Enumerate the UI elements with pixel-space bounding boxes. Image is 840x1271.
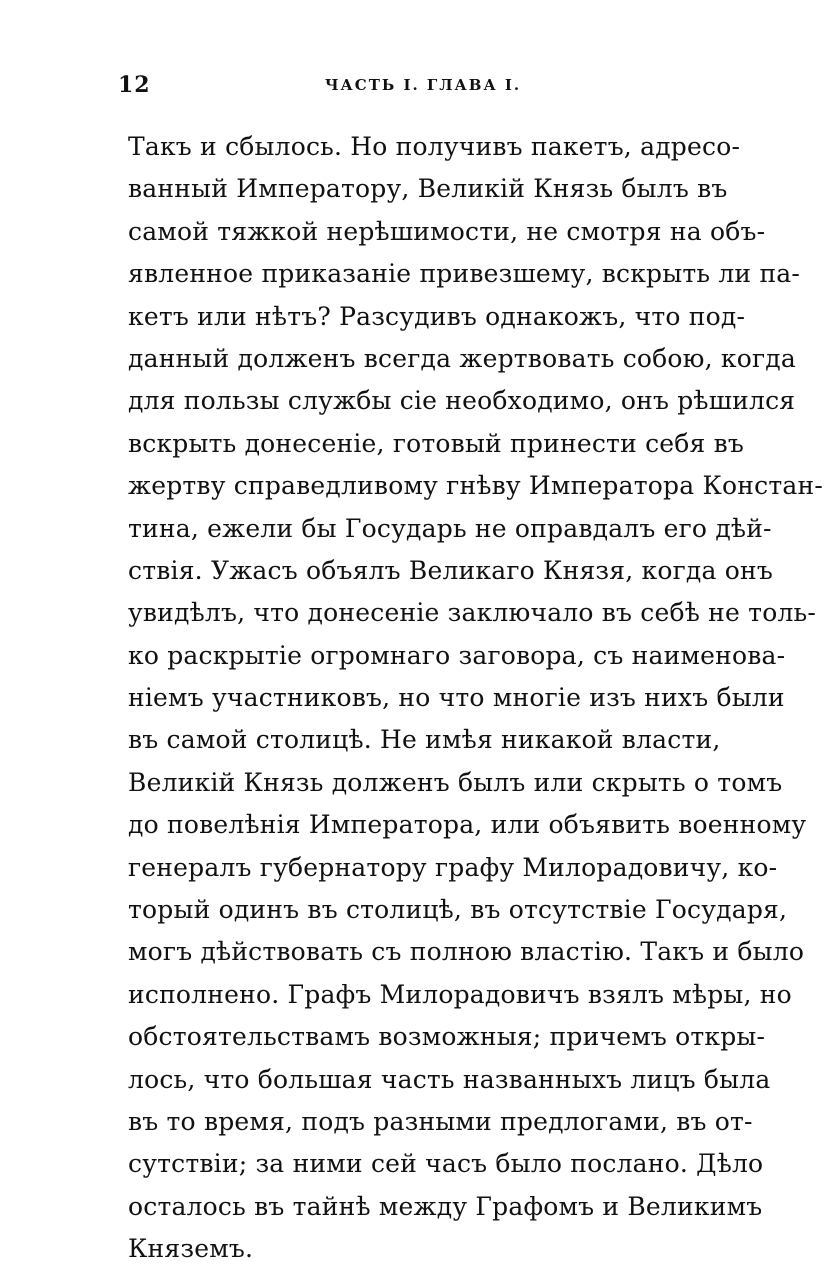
text-line: ствія. Ужасъ объялъ Великаго Князя, когда онъ bbox=[128, 555, 773, 585]
text-line: осталось въ тайнѣ между Графомъ и Великимъ bbox=[128, 1191, 763, 1221]
text-line: въ самой столицѣ. Не имѣя никакой власти, bbox=[128, 725, 721, 755]
text-line: Княземъ. bbox=[128, 1234, 254, 1264]
text-line: исполнено. Графъ Милорадовичъ взялъ мѣры, но bbox=[128, 979, 792, 1009]
text-line: кетъ или нѣтъ? Разсудивъ однакожъ, что под- bbox=[128, 301, 746, 331]
body-text bbox=[128, 126, 823, 1271]
running-head: ЧАСТЬ I. ГЛАВА I. bbox=[324, 76, 522, 94]
text-line: торый одинъ въ столицѣ, въ отсутствіе Государя, bbox=[128, 895, 788, 925]
text-line: лось, что большая часть названныхъ лицъ была bbox=[128, 1064, 771, 1094]
text-line: жертву справедливому гнѣву Императора Констан- bbox=[128, 471, 823, 501]
text-line: ванный Императору, Великій Князь былъ въ bbox=[128, 174, 728, 204]
text-line: тина, ежели бы Государь не оправдалъ его дѣй- bbox=[128, 513, 772, 543]
text-line: для пользы службы сіе необходимо, онъ рѣшился bbox=[128, 386, 796, 416]
text-line: могъ дѣйствовать съ полною властію. Такъ и было bbox=[128, 937, 805, 967]
page-number: 12 bbox=[118, 72, 151, 98]
text-line: Такъ и сбылось. Но получивъ пакетъ, адресо- bbox=[128, 132, 741, 161]
text-line: Великій Князь долженъ былъ или скрыть о томъ bbox=[128, 767, 783, 797]
text-line: увидѣлъ, что донесеніе заключало въ себѣ не толь- bbox=[128, 598, 816, 628]
text-line: самой тяжкой нерѣшимости, не смотря на объ- bbox=[128, 216, 766, 246]
text-line: сутствіи; за ними сей часъ было послано. Дѣло bbox=[128, 1149, 764, 1179]
text-line: обстоятельствамъ возможныя; причемъ откры- bbox=[128, 1022, 766, 1052]
text-line: явленное приказаніе привезшему, вскрыть ли па- bbox=[128, 259, 801, 289]
text-line: ніемъ участниковъ, но что многіе изъ нихъ были bbox=[128, 683, 785, 713]
text-line: данный долженъ всегда жертвовать собою, когда bbox=[128, 343, 796, 373]
text-line: до повелѣнія Императора, или объявить военному bbox=[128, 810, 807, 840]
page-header bbox=[118, 72, 728, 102]
text-line: вскрыть донесеніе, готовый принести себя въ bbox=[128, 428, 745, 458]
text-line: ко раскрытіе огромнаго заговора, съ наименова- bbox=[128, 640, 786, 670]
text-line: генералъ губернатору графу Милорадовичу, ко- bbox=[128, 852, 778, 882]
text-line: въ то время, подъ разными предлогами, въ от- bbox=[128, 1106, 753, 1136]
